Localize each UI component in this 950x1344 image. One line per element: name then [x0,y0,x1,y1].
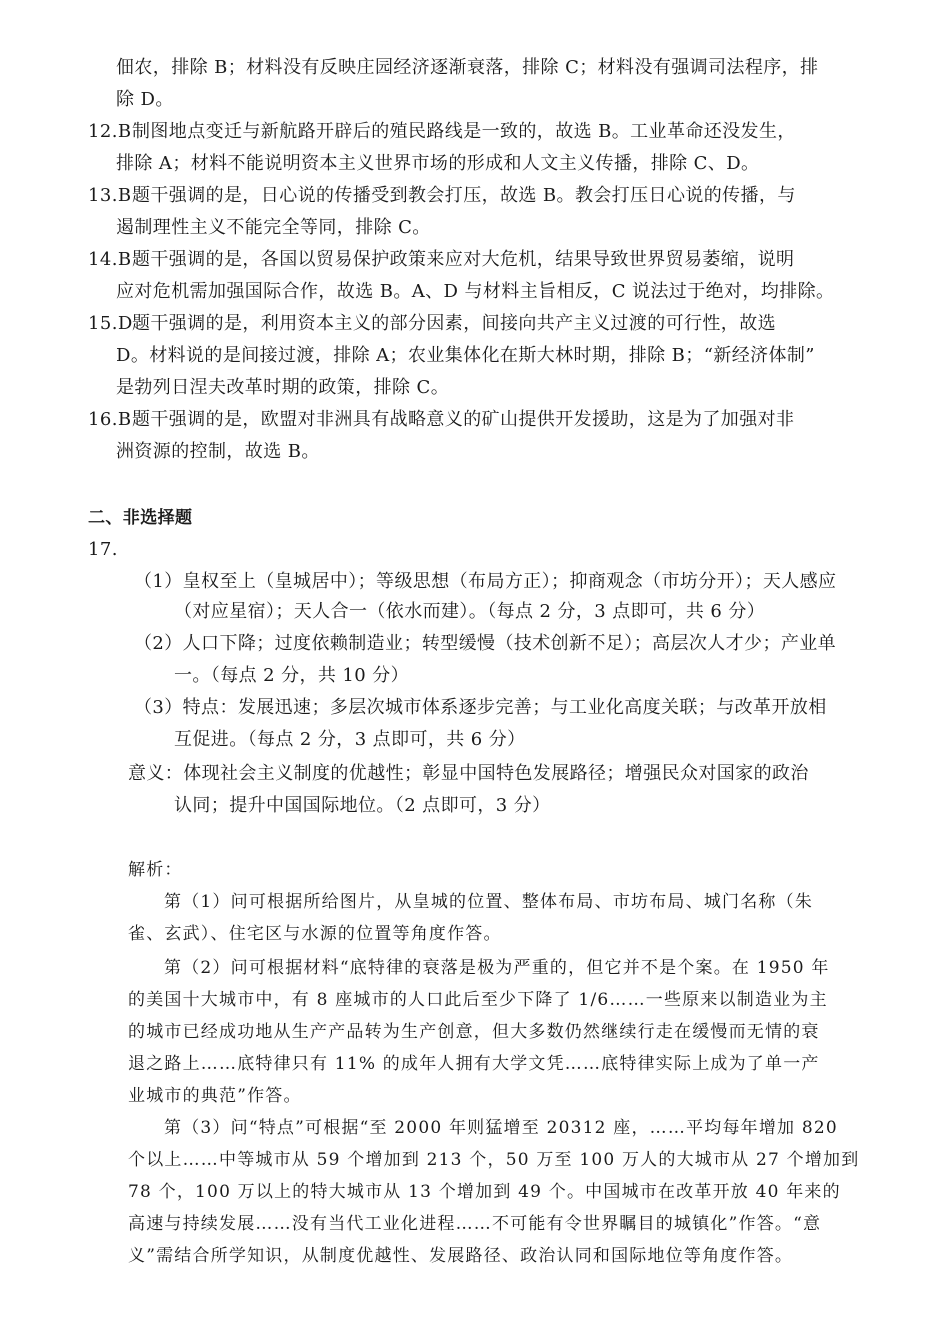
q12-text-1: 制图地点变迁与新航路开辟后的殖民路线是一致的，故选 B。工业革命还没发生， [132,121,796,142]
q15-line-1 [88,312,776,336]
q13-line-2: 遏制理性主义不能完全等同，排除 C。 [116,217,431,238]
q17-part3-line-1: （3）特点：发展迅速；多层次城市体系逐步完善；与工业化高度关联；与改革开放相 [134,697,827,718]
q14-number: 14.B [88,249,132,270]
analysis-p2-line-5: 业城市的典范”作答。 [128,1086,302,1106]
analysis-title: 解析： [128,860,183,880]
q16-text-1: 题干强调的是，欧盟对非洲具有战略意义的矿山提供开发援助，这是为了加强对非 [132,409,795,430]
q11-line-2: 除 D。 [116,89,174,110]
q12-line-1 [88,120,796,144]
q12-number: 12.B [88,121,132,142]
analysis-p2-line-4: 退之路上……底特律只有 11% 的成年人拥有大学文凭……底特律实际上成为了单一产 [128,1054,820,1074]
q17-part2-line-2: 一。（每点 2 分，共 10 分） [174,665,410,686]
q16-line-2: 洲资源的控制，故选 B。 [116,441,320,462]
q11-line-1: 佃农，排除 B；材料没有反映庄园经济逐渐衰落，排除 C；材料没有强调司法程序，排 [116,57,819,78]
q14-line-2: 应对危机需加强国际合作，故选 B。A、D 与材料主旨相反，C 说法过于绝对，均排除。 [116,281,835,302]
q16-line-1 [88,408,794,432]
q13-line-1 [88,184,796,208]
q17-part2-line-1: （2）人口下降；过度依赖制造业；转型缓慢（技术创新不足）；高层次人才少；产业单 [134,633,837,654]
q15-number: 15.D [88,313,133,334]
q14-text-1: 题干强调的是，各国以贸易保护政策来应对大危机，结果导致世界贸易萎缩，说明 [132,249,795,270]
analysis-p3-line-5: 义”需结合所学知识，从制度优越性、发展路径、政治认同和国际地位等角度作答。 [128,1246,794,1266]
analysis-p2-line-1: 第（2）问可根据材料“底特律的衰落是极为严重的，但它并不是个案。在 1950 年 [164,958,830,978]
section-title: 二、非选择题 [88,508,193,528]
q17-meaning-line-2: 认同；提升中国国际地位。（2 点即可，3 分） [174,795,551,816]
analysis-p3-line-3: 78 个，100 万以上的特大城市从 13 个增加到 49 个。中国城市在改革开放 40 年来的 [128,1182,841,1202]
q17-number: 17. [88,539,118,560]
q16-number: 16.B [88,409,132,430]
q15-line-2: D。材料说的是间接过渡，排除 A；农业集体化在斯大林时期，排除 B；“新经济体制” [116,345,815,366]
q17-part1-line-2: （对应星宿）；天人合一（依水而建）。（每点 2 分，3 点即可，共 6 分） [174,601,766,622]
analysis-p3-line-4: 高速与持续发展……没有当代工业化进程……不可能有令世界瞩目的城镇化”作答。“意 [128,1214,822,1234]
q15-line-3: 是勃列日涅夫改革时期的政策，排除 C。 [116,377,450,398]
q17-meaning-line-1: 意义：体现社会主义制度的优越性；彰显中国特色发展路径；增强民众对国家的政治 [128,763,809,784]
analysis-p2-line-3: 的城市已经成功地从生产产品转为生产创意，但大多数仍然继续行走在缓慢而无情的衰 [128,1022,820,1042]
q17-part1-line-1: （1）皇权至上（皇城居中）；等级思想（布局方正）；抑商观念（市坊分开）；天人感应 [134,571,837,592]
q12-line-2: 排除 A；材料不能说明资本主义世界市场的形成和人文主义传播，排除 C、D。 [116,153,760,174]
analysis-p1-line-1: 第（1）问可根据所给图片，从皇城的位置、整体布局、市坊布局、城门名称（朱 [164,892,814,912]
analysis-p3-line-1: 第（3）问“特点”可根据“至 2000 年则猛增至 20312 座，……平均每年增加 820 [164,1118,838,1138]
analysis-p3-line-2: 个以上……中等城市从 59 个增加到 213 个，50 万至 100 万人的大城市从 27 个增加到 [128,1150,860,1170]
analysis-p2-line-2: 的美国十大城市中，有 8 座城市的人口此后至少下降了 1/6……一些原来以制造业为主 [128,990,828,1010]
q15-text-1: 题干强调的是，利用资本主义的部分因素，间接向共产主义过渡的可行性，故选 [132,313,776,334]
q13-number: 13.B [88,185,132,206]
q13-text-1: 题干强调的是，日心说的传播受到教会打压，故选 B。教会打压日心说的传播，与 [132,185,796,206]
q14-line-1 [88,248,794,272]
q17-part3-line-2: 互促进。（每点 2 分，3 点即可，共 6 分） [174,729,526,750]
analysis-p1-line-2: 雀、玄武）、住宅区与水源的位置等角度作答。 [128,924,502,944]
